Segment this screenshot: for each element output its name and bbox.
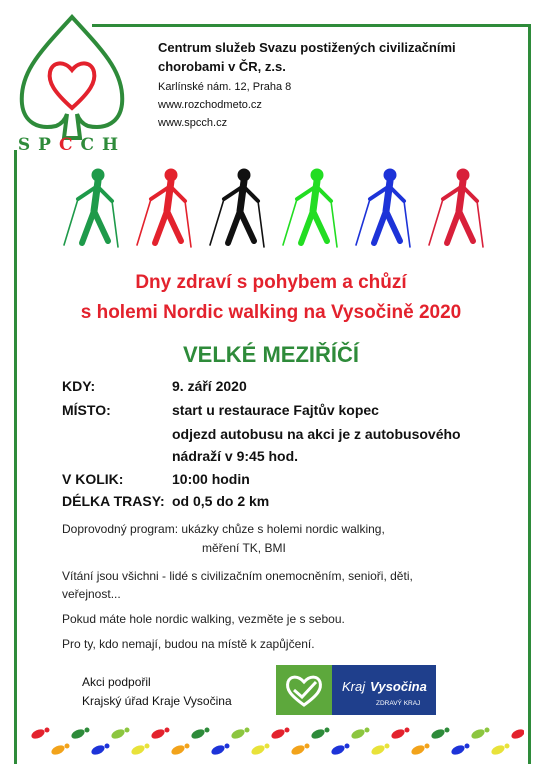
place-line2: odjezd autobusu na akci je z autobusového xyxy=(172,426,461,442)
footprint-toe xyxy=(425,744,430,749)
footprint-mark xyxy=(490,743,506,756)
org-name-line1: Centrum služeb Svazu postižených civilizačními xyxy=(158,40,456,55)
footprint-toe xyxy=(485,728,490,733)
footprint-toe xyxy=(125,728,130,733)
kraj-vysocina-logo xyxy=(276,665,436,715)
org-web-spcch: www.spcch.cz xyxy=(158,117,228,129)
footprint-mark xyxy=(110,727,126,740)
footprint-toe xyxy=(305,744,310,749)
event-title-line1: Dny zdraví s pohybem a chůzí xyxy=(135,272,407,293)
event-city: VELKÉ MEZIŘÍČÍ xyxy=(182,342,359,367)
footprint-mark xyxy=(370,743,386,756)
logo-text-c1: C xyxy=(58,135,81,155)
footprint-toe xyxy=(385,744,390,749)
support-text xyxy=(82,673,232,711)
place-line1: start u restaurace Fajtův kopec xyxy=(172,402,379,418)
program-line1: Doprovodný program: ukázky chůze s holemi nordic walking, xyxy=(62,522,385,536)
heart-icon xyxy=(50,63,95,108)
footprint-toe xyxy=(185,744,190,749)
footprint-mark xyxy=(230,727,246,740)
footprint-toe xyxy=(285,728,290,733)
kraj-logo-green-block xyxy=(276,665,332,715)
footprint-toe xyxy=(325,728,330,733)
walker-figure xyxy=(429,169,483,247)
footprint-mark xyxy=(130,743,146,756)
footprint-mark xyxy=(150,727,166,740)
walker-figure xyxy=(283,169,337,247)
footprint-toe xyxy=(205,728,210,733)
footprint-mark xyxy=(470,727,486,740)
footprint-toe xyxy=(265,744,270,749)
footprint-toe xyxy=(45,728,50,733)
footprint-mark xyxy=(70,727,86,740)
lending-text: Pro ty, kdo nemají, budou na místě k zapůjčení. xyxy=(62,637,315,651)
logo-text-s: S xyxy=(17,135,39,155)
support-line1: Akci podpořil xyxy=(82,675,151,689)
kraj-word1: Kraj xyxy=(342,679,366,694)
logo-text-c2: C xyxy=(80,135,103,155)
place-line3: nádraží v 9:45 hod. xyxy=(172,448,299,464)
welcome-line2: veřejnost... xyxy=(62,587,121,601)
footprint-toe xyxy=(405,728,410,733)
footprint-mark xyxy=(50,743,66,756)
footprint-mark xyxy=(310,727,326,740)
kraj-tagline: ZDRAVÝ KRAJ xyxy=(376,700,421,707)
walker-figure xyxy=(210,169,264,247)
footprint-toe xyxy=(465,744,470,749)
footprint-mark xyxy=(410,743,426,756)
footprint-mark xyxy=(330,743,346,756)
support-line2: Krajský úřad Kraje Vysočina xyxy=(82,694,232,708)
logo-text xyxy=(14,135,130,155)
footprint-mark xyxy=(210,743,226,756)
footprint-mark xyxy=(350,727,366,740)
footprint-toe xyxy=(65,744,70,749)
when-value: 9. září 2020 xyxy=(172,378,247,394)
walker-figure xyxy=(64,169,118,247)
time-label: V KOLIK: xyxy=(62,471,124,487)
length-label: DÉLKA TRASY: xyxy=(62,493,165,509)
footprint-toe xyxy=(345,744,350,749)
nordic-walkers-illustration xyxy=(60,165,500,255)
place-label: MÍSTO: xyxy=(62,402,111,418)
footprint-mark xyxy=(390,727,406,740)
when-label: KDY: xyxy=(62,378,96,394)
program-line2: měření TK, BMI xyxy=(202,541,286,555)
frame-top xyxy=(92,24,531,27)
organization-info xyxy=(158,38,528,132)
footprint-mark xyxy=(90,743,106,756)
footprint-toe xyxy=(245,728,250,733)
footprint-toe xyxy=(85,728,90,733)
logo-text-h: H xyxy=(102,135,127,155)
footprint-toe xyxy=(445,728,450,733)
bring-poles-text: Pokud máte hole nordic walking, vezměte je s sebou. xyxy=(62,612,345,626)
footprint-toe xyxy=(365,728,370,733)
footprint-mark xyxy=(190,727,206,740)
footprints-decoration xyxy=(28,722,524,768)
length-value: od 0,5 do 2 km xyxy=(172,493,270,509)
footprint-toe xyxy=(165,728,170,733)
footprint-mark xyxy=(30,727,46,740)
footprint-mark xyxy=(270,727,286,740)
org-web-rozchodmeto: www.rozchodmeto.cz xyxy=(158,99,262,111)
walker-figure xyxy=(356,169,410,247)
footprint-mark xyxy=(170,743,186,756)
footprint-toe xyxy=(105,744,110,749)
footprint-toe xyxy=(225,744,230,749)
footprint-mark xyxy=(290,743,306,756)
org-name-line2: chorobami v ČR, z.s. xyxy=(158,59,286,74)
welcome-line1: Vítání jsou všichni - lidé s civilizačním onemocněním, senioři, děti, xyxy=(62,569,413,583)
logo-text-p: P xyxy=(38,135,59,155)
footprint-toe xyxy=(505,744,510,749)
walker-figure xyxy=(137,169,191,247)
frame-right xyxy=(528,24,531,764)
footprint-mark xyxy=(250,743,266,756)
event-title-line2: s holemi Nordic walking na Vysočině 2020 xyxy=(80,302,462,323)
time-value: 10:00 hodin xyxy=(172,471,250,487)
org-address: Karlínské nám. 12, Praha 8 xyxy=(158,81,292,93)
footprint-mark xyxy=(450,743,466,756)
kraj-word2: Vysočina xyxy=(370,679,427,694)
footprint-mark xyxy=(430,727,446,740)
frame-left xyxy=(14,150,17,764)
footprint-mark xyxy=(510,727,524,740)
footprint-toe xyxy=(145,744,150,749)
